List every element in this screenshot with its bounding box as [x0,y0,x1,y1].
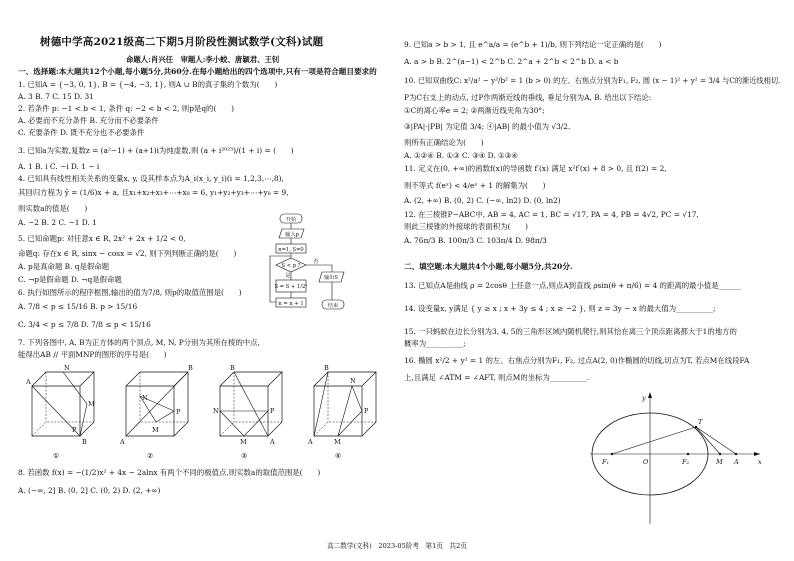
fig4-label-a: A [308,438,313,446]
fig3-label-n: N [213,407,219,415]
q16-stem-2: 上,且满足 ∠ATM = ∠AFT, 则点M的坐标为__________. [404,373,590,382]
point-f2 [687,453,689,455]
q12-stem-1: 12. 在三棱锥P−ABC中, AB = 4, AC = 1, BC = √17, PA = 4, PB = 4√2, PC = √17, [404,210,699,219]
q1-options: A. 3 B. 7 C. 15 D. 31 [18,92,94,101]
q2-stem: 2. 若条件 p: −1 < b < 1, 条件 q: −2 < b < 2, 则p是q的( ) [18,104,234,113]
fig3-label-m: M [240,438,247,446]
q16-stem-1: 16. 椭圆 x²/2 + y² = 1 的左、右焦点分别为F₁, F₂, 过点A(2, 0)作椭圆的切线,切点为T, 若点M在线段FA [404,356,750,365]
label-f1: F₁ [602,458,610,466]
q5-stem-1: 5. 已知命题p: 对任意x ∈ R, 2x² + 2x + 1/2 < 0, [18,234,186,243]
cube-figure-1 [25,364,95,460]
label-m: M [716,458,723,466]
q13-stem: 13. 已知点A是曲线 ρ = 2cosθ 上任意一点,则点A到直线 ρsin(θ + π/6) = 4 的距离的最小值是______ [404,281,741,290]
q6-options-ab: A. 7/8 < p ≤ 15/16 B. p > 15/16 [18,302,138,311]
fig3-label-a: A [270,438,275,446]
section-2-heading: 二、填空题:本大题共4个小题,每小题5分,共20分. [404,262,573,271]
q4-stem-1: 4. 已知具有线性相关关系的变量x, y, 设其样本点为A_i(x_i, y_i)(i = 1,2,3,⋯,8), [18,174,284,183]
flow-yes: 是 [285,273,291,279]
flow-incr: n = n + 1 [278,301,304,307]
cube-figure-2 [119,364,193,460]
fig4-label-m: M [334,438,341,446]
fig3-number: ③ [240,452,248,460]
fig4-label-b: B [324,364,329,372]
q6-options-cd: C. 3/4 < p ≤ 7/8 D. 7/8 ≤ p < 15/16 [18,320,151,329]
q15-stem-2: 概率为__________; [404,339,466,348]
fig1-label-b: B [82,438,87,446]
q10-stem-2: P为C右支上的动点, 过P作两渐近线的垂线, 垂足分别为A, B. 给出以下结论: [404,93,652,102]
q10-stem-1: 10. 已知双曲线C: x²/a² − y²/b² = 1 (b > 0) 的左、右焦点分别为F₁, F₂, 圆 (x − 1)² + y² = 3/4 与C的渐近线相切. [404,76,781,85]
q5-options-ab: A. p是真命题 B. q是假命题 [18,262,110,271]
flow-end: 结束 [327,303,339,309]
point-f1 [611,453,613,455]
q8-options: A. (−∞, 2] B. (0, 2] C. (0, 2) D. (2, +∞) [18,486,161,495]
fig4-number: ④ [334,452,342,460]
cube-figure-3 [213,364,282,460]
q3-options: A. 1 B. i C. −i D. 1 − i [18,162,100,171]
fig2-number: ② [146,452,154,460]
cube-figures [18,362,396,462]
q2-options-ab: A. 必要而不充分条件 B. 充分而不必要条件 [18,116,159,125]
q2-options-cd: C. 充要条件 D. 既不充分也不必要条件 [18,128,145,137]
q12-stem-2: 则此三棱锥的外接球的表面积为( ) [404,222,529,231]
fig2-label-b: B [188,364,193,372]
q15-stem-1: 15. 一只蚂蚁在边长分别为3, 4, 5的三角形区域内随机爬行,则其恰在离三个顶点距离都大于1的地方的 [404,327,737,336]
q7-stem-2: 能得出AB // 平面MNP的图形的序号是( ) [18,350,167,359]
page-title: 树德中学高2021级高二下期5月阶段性测试数学(文科)试题 [40,36,324,48]
q12-options: A. 76π/3 B. 100π/3 C. 103π/4 D. 98π/3 [404,236,547,245]
q4-options: A. −2 B. 2 C. −1 D. 1 [18,218,97,227]
q10-options: A. ①②④ B. ①③ C. ③④ D. ①③④ [404,151,518,160]
cube-figure-4 [307,364,376,460]
label-f2: F₂ [682,458,690,466]
point-t [695,426,697,428]
flow-start: 开始 [285,217,297,223]
fig1-label-n: N [64,364,70,372]
flowchart [266,212,350,316]
q5-stem-2: 命题q: 存在x ∈ R, sinx − cosx = √2, 则下列判断正确的是( ) [18,249,237,258]
q7-stem-1: 7. 下列各图中, A, B为正方体的两个顶点, M, N, P分别为其所在棱的中点, [18,338,260,347]
q9-options: A. a > b B. 2^(a−1) < 2^b C. 2^a + 2^b < 2^b D. a < b [404,57,619,66]
q11-options: A. (2, +∞) B. (0, 2) C. (−∞, ln2) D. (0, ln2) [404,196,561,205]
label-a: A [734,458,739,466]
fig1-label-p: P [72,426,77,434]
label-t: T [698,418,703,426]
q10-claims-12: ①C的离心率e = 2; ②两渐近线夹角为30°; [404,106,545,115]
q10-claims-34: ③|PA|·|PB| 为定值 3/4; ④|AB| 的最小值为 √3/2. [404,122,571,131]
point-m [719,453,721,455]
label-x-axis: x [758,458,762,466]
q4-stem-2: 其回归方程为 ŷ = (1/6)x + a, 且x₁+x₂+x₃+⋯+x₈ = 6, y₁+y₂+y₃+⋯+y₈ = 9, [18,188,289,197]
fig1-label-m: M [88,400,95,408]
page-footer: 高二数学(文科) 2023-05阶考 第1页 共2页 [327,542,467,550]
fig2-label-a: A [120,438,125,446]
flow-no: 否 [313,259,319,265]
q3-stem: 3. 已知a为实数,复数z = (a²−1) + (a+1)i为纯虚数,则 (a + i²⁰²³)/(1 + i) = ( ) [18,146,294,155]
q11-stem-1: 11. 定义在(0, +∞)的函数f(x)的导函数 f′(x) 满足 x²f′(x) + 8 > 0, 且 f(2) = 2, [404,164,667,173]
authors-line: 命题人:肖兴任 审题人:李小蛟、唐颖君、王钊 [126,55,280,64]
fig2-label-m: M [152,426,159,434]
fig2-label-n: N [142,394,148,402]
fig3-label-p: P [270,407,275,415]
flow-output: 输出S [324,275,338,281]
ellipse-figure [588,388,768,528]
label-o: O [643,458,649,466]
q8-stem: 8. 若函数 f(x) = −(1/2)x² + 4x − 2alnx 有两个不同的极值点,则实数a的取值范围是( ) [18,468,321,477]
q10-stem-3: 则所有正确结论为( ) [404,138,484,147]
flow-cond: S < p ? [281,263,301,269]
flow-init: n=1, S=0 [278,247,304,253]
point-a [735,453,737,455]
fig4-label-n: N [350,377,356,385]
fig3-label-b: B [230,364,235,372]
q14-stem: 14. 设变量x, y满足 { y ≥ x ; x + 3y ≤ 4 ; x ≥ −2 }, 则 z = 3y − x 的最大值为__________; [404,304,716,313]
q9-stem: 9. 已知a > b > 1, 且 e^a/a = (e^b + 1)/b, 则下列结论一定正确的是( ) [404,40,662,49]
fig1-label-a: A [26,378,31,386]
fig4-label-p: P [364,407,369,415]
q1-stem: 1. 已知A = {−3, 0, 1}, B = {−4, −3, 1}, 则A ∪ B的真子集的个数为( ) [18,80,278,89]
q6-stem: 6. 执行如图所示的程序框图,输出的值为7/8, 则p的取值范围是( ) [18,288,242,297]
fig1-number: ① [52,452,60,460]
q5-options-cd: C. ¬p是假命题 D. ¬q是假命题 [18,275,122,284]
q11-stem-2: 则不等式 f(eˣ) < 4/eˣ + 1 的解集为( ) [404,181,546,190]
label-y-axis: y [642,394,646,402]
section-1-heading: 一、选择题:本大题共12个小题,每小题5分,共60分.在每小题给出的四个选项中,只有一项是符合题目要求的 [18,67,377,76]
fig2-label-p: P [176,408,181,416]
q4-stem-3: 则实数a的值是( ) [18,204,88,213]
flow-input: 输入p [285,232,299,238]
flow-update: S = S + 1/2ⁿ [274,284,308,290]
